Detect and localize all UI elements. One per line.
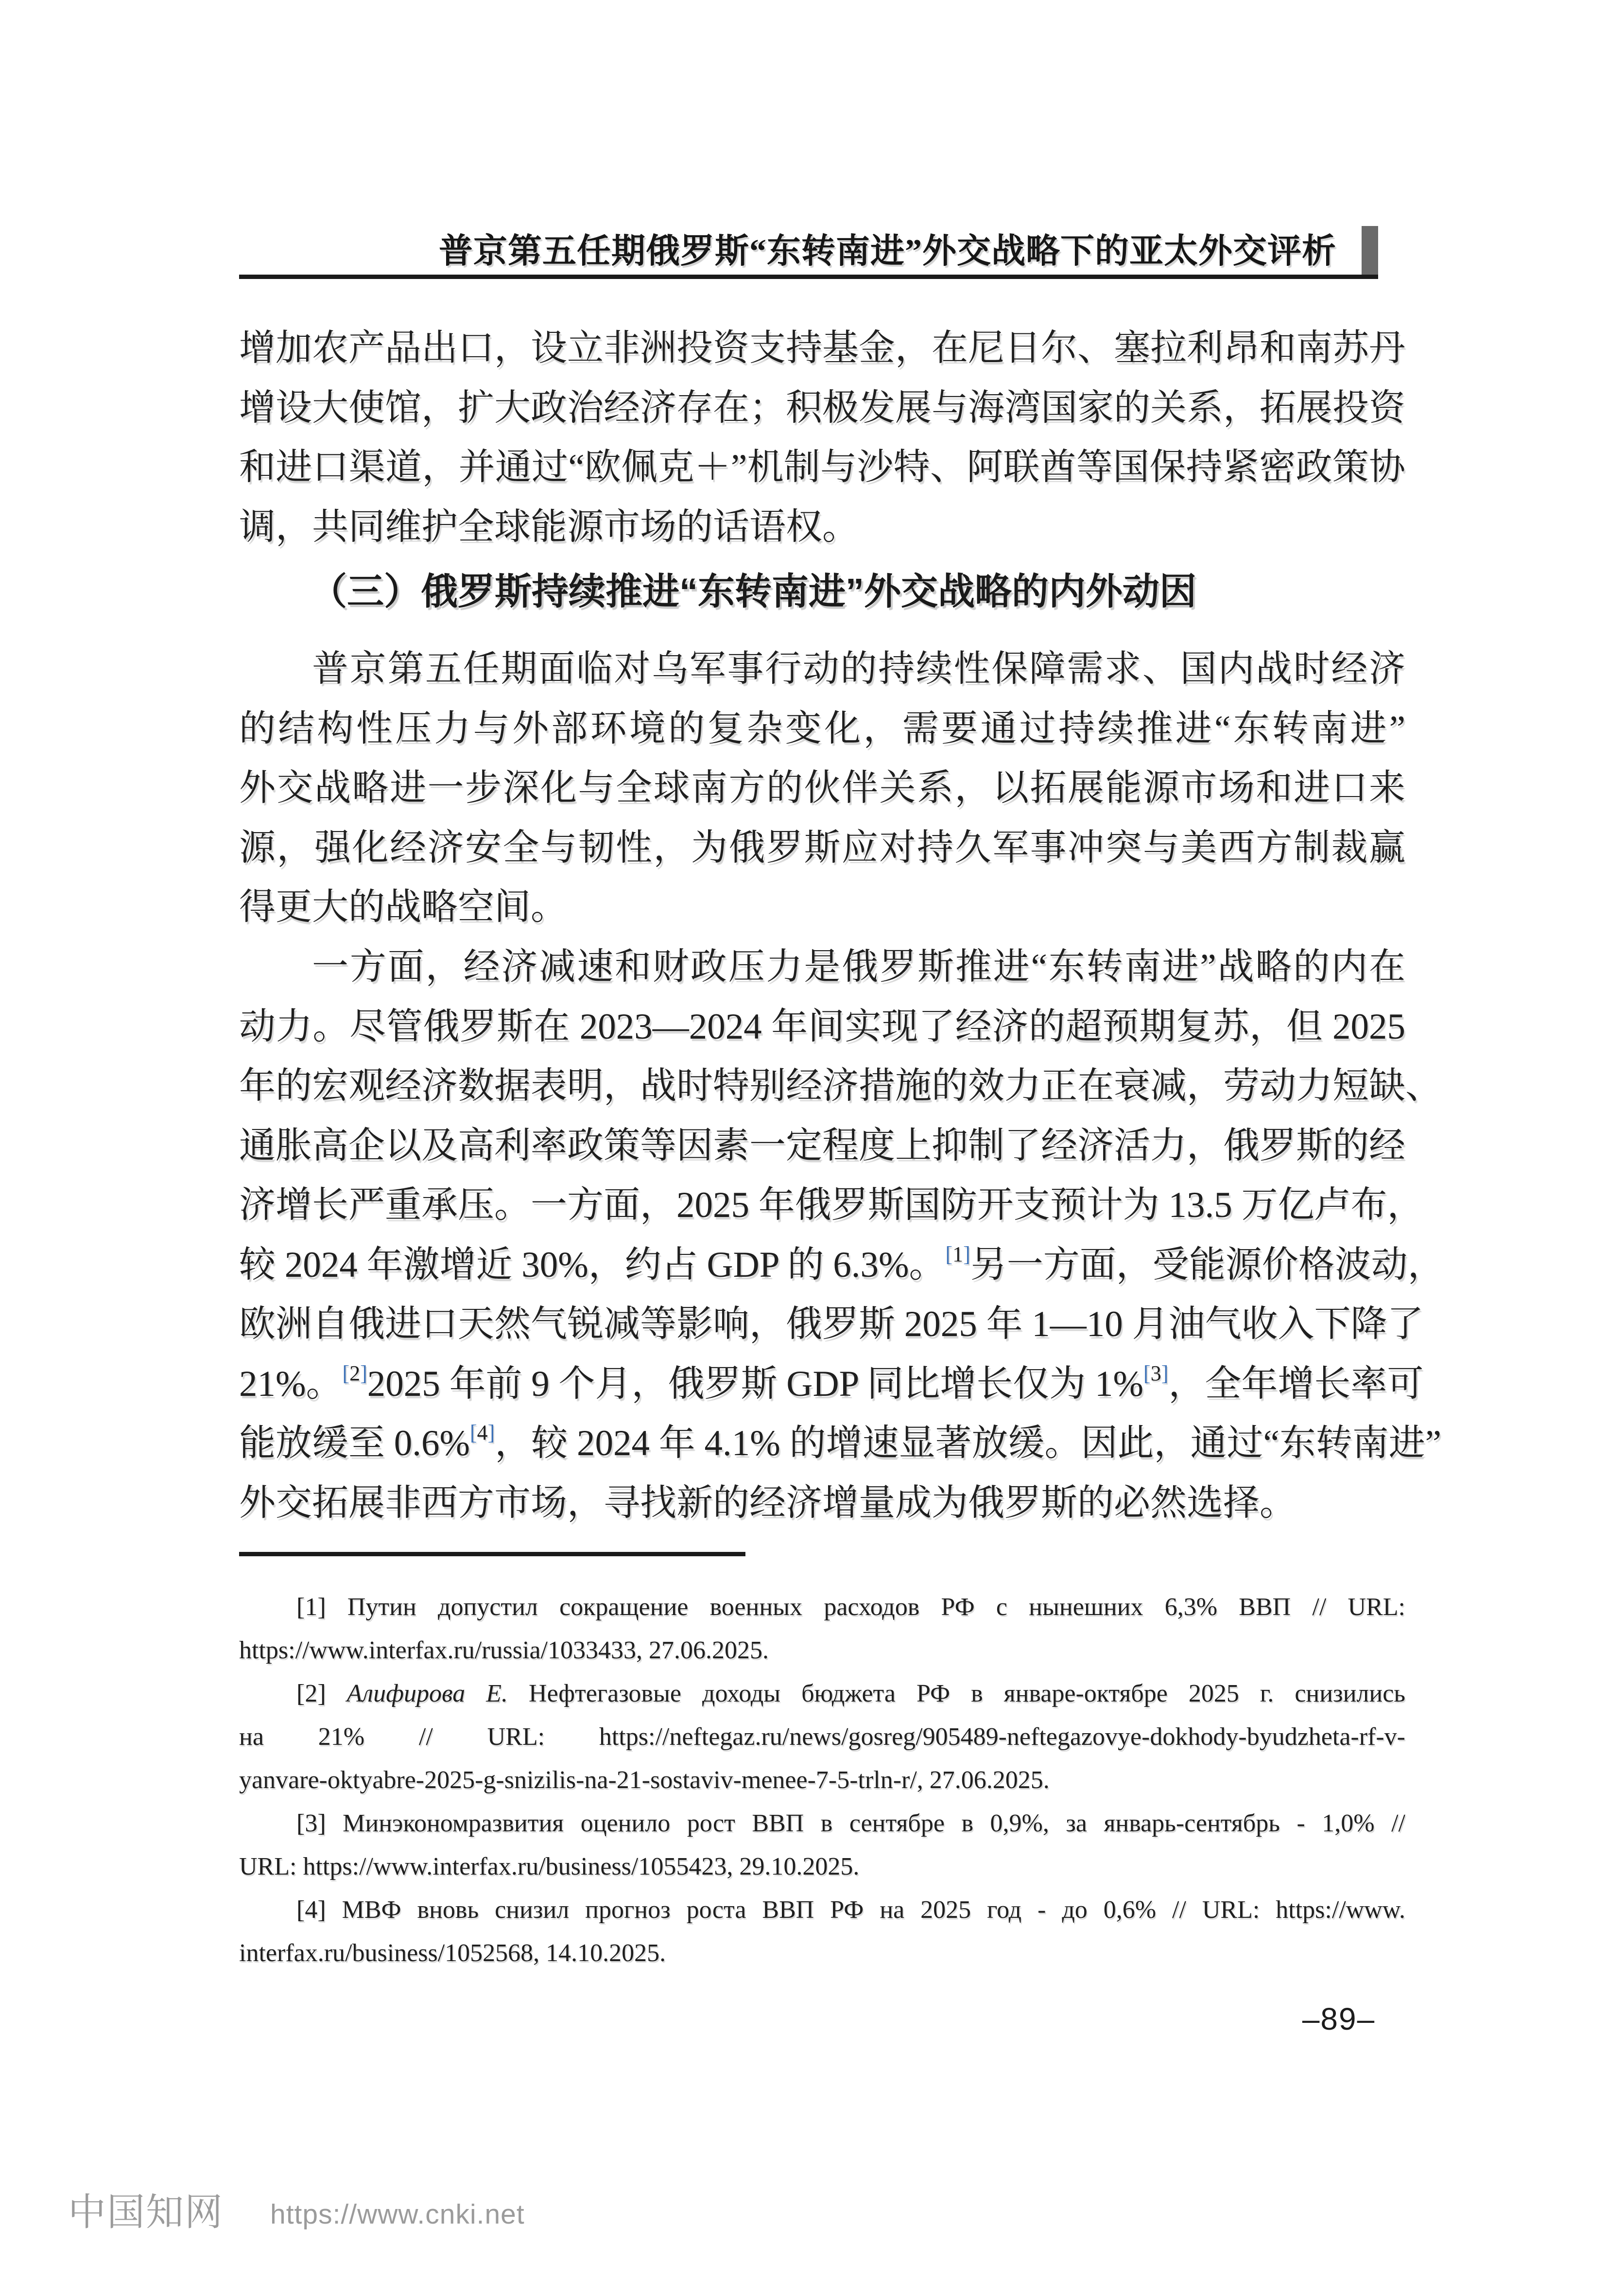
text-line: [3] Минэкономразвития оценило рост ВВП в сентябре в 0,9%, за январь-сентябрь - 1,0% //: [296, 1809, 1405, 1837]
text-line: 较 2024 年激增近 30%，约占 GDP 的 6.3%。[1]另一方面，受能源价格波动，: [239, 1242, 1444, 1285]
text-line: 调，共同维护全球能源市场的话语权。: [239, 506, 859, 547]
text-line: [1] Путин допустил сокращение военных расходов РФ с нынешних 6,3% ВВП // URL:: [296, 1593, 1405, 1621]
author-italic: Алифирова Е.: [346, 1680, 508, 1707]
text-line: 外交拓展非西方市场，寻找新的经济增量成为俄罗斯的必然选择。: [239, 1482, 1296, 1523]
text-line: на 21% // URL: https://neftegaz.ru/news/gosreg/905489-neftegazovye-dokhody-byudzheta-rf-v-: [239, 1723, 1405, 1751]
text-line: yanvare-oktyabre-2025-g-snizilis-na-21-sostaviv-menee-7-5-trln-r/, 27.06.2025.: [239, 1766, 1050, 1794]
footnote-ref: [4]: [469, 1421, 495, 1444]
section-heading: （三）俄罗斯持续推进“东转南进”外交战略的内外动因: [310, 571, 1196, 612]
footnote-ref: [3]: [1143, 1361, 1169, 1385]
text-line: interfax.ru/business/1052568, 14.10.2025.: [239, 1939, 666, 1967]
page-number: –89–: [1302, 2001, 1376, 2036]
text-line: 21%。[2]2025 年前 9 个月，俄罗斯 GDP 同比增长仅为 1%[3]，全年增长率可: [239, 1361, 1424, 1404]
text-line: URL: https://www.interfax.ru/business/1055423, 29.10.2025.: [239, 1853, 860, 1880]
footnote-ref: [1]: [945, 1242, 970, 1266]
paragraph-continuation: [239, 319, 1405, 557]
text-line: 增设大使馆，扩大政治经济存在；积极发展与海湾国家的关系，拓展投资: [239, 387, 1406, 428]
text-line: 能放缓至 0.6%[4]，较 2024 年 4.1% 的增速显著放缓。因此，通过“东转南进”: [239, 1421, 1442, 1463]
text-line: 动力。尽管俄罗斯在 2023—2024 年间实现了经济的超预期复苏，但 2025: [239, 1006, 1405, 1047]
text-line: 得更大的战略空间。: [239, 887, 568, 927]
text-line: [2] Алифирова Е. Нефтегазовые доходы бюджета РФ в январе-октябре 2025 г. снизились: [296, 1680, 1406, 1707]
footnote-ref: [2]: [342, 1361, 367, 1385]
header-accent-bar: [1362, 226, 1378, 275]
text-line: [4] МВФ вновь снизил прогноз роста ВВП РФ на 2025 год - до 0,6% // URL: https://www.: [296, 1896, 1405, 1924]
text-line: https://www.interfax.ru/russia/1033433, 27.06.2025.: [239, 1636, 769, 1664]
paragraph-motivation-intro: [239, 640, 1405, 938]
cnki-logo-text: 中国知网: [68, 2191, 224, 2233]
footnotes-block: [239, 1585, 1405, 1975]
text-line: 通胀高企以及高利率政策等因素一定程度上抑制了经济活力，俄罗斯的经: [239, 1125, 1406, 1166]
text-line: 济增长严重承压。一方面，2025 年俄罗斯国防开支预计为 13.5 万亿卢布，: [239, 1185, 1424, 1225]
running-head-title: 普京第五任期俄罗斯“东转南进”外交战略下的亚太外交评析: [439, 233, 1336, 270]
text-line: 一方面，经济减速和财政压力是俄罗斯推进“东转南进”战略的内在: [312, 947, 1405, 987]
text-line: 和进口渠道，并通过“欧佩克＋”机制与沙特、阿联酋等国保持紧密政策协: [239, 447, 1405, 487]
footnote-separator: [239, 1552, 745, 1556]
text-line: 普京第五任期面临对乌军事行动的持续性保障需求、国内战时经济: [312, 649, 1405, 689]
text-line: 外交战略进一步深化与全球南方的伙伴关系，以拓展能源市场和进口来: [239, 768, 1405, 808]
text-line: 源，强化经济安全与韧性，为俄罗斯应对持久军事冲突与美西方制裁赢: [239, 827, 1405, 868]
page-header: [239, 220, 1378, 279]
text-line: 欧洲自俄进口天然气锐减等影响，俄罗斯 2025 年 1—10 月油气收入下降了: [239, 1304, 1424, 1344]
text-line: 年的宏观经济数据表明，战时特别经济措施的效力正在衰减，劳动力短缺、: [239, 1066, 1442, 1106]
paragraph-economic-factors: [239, 938, 1444, 1533]
text-line: 的结构性压力与外部环境的复杂变化，需要通过持续推进“东转南进”: [239, 708, 1405, 749]
cnki-url[interactable]: https://www.cnki.net: [270, 2199, 525, 2230]
text-line: 增加农产品出口，设立非洲投资支持基金，在尼日尔、塞拉利昂和南苏丹: [239, 328, 1406, 368]
